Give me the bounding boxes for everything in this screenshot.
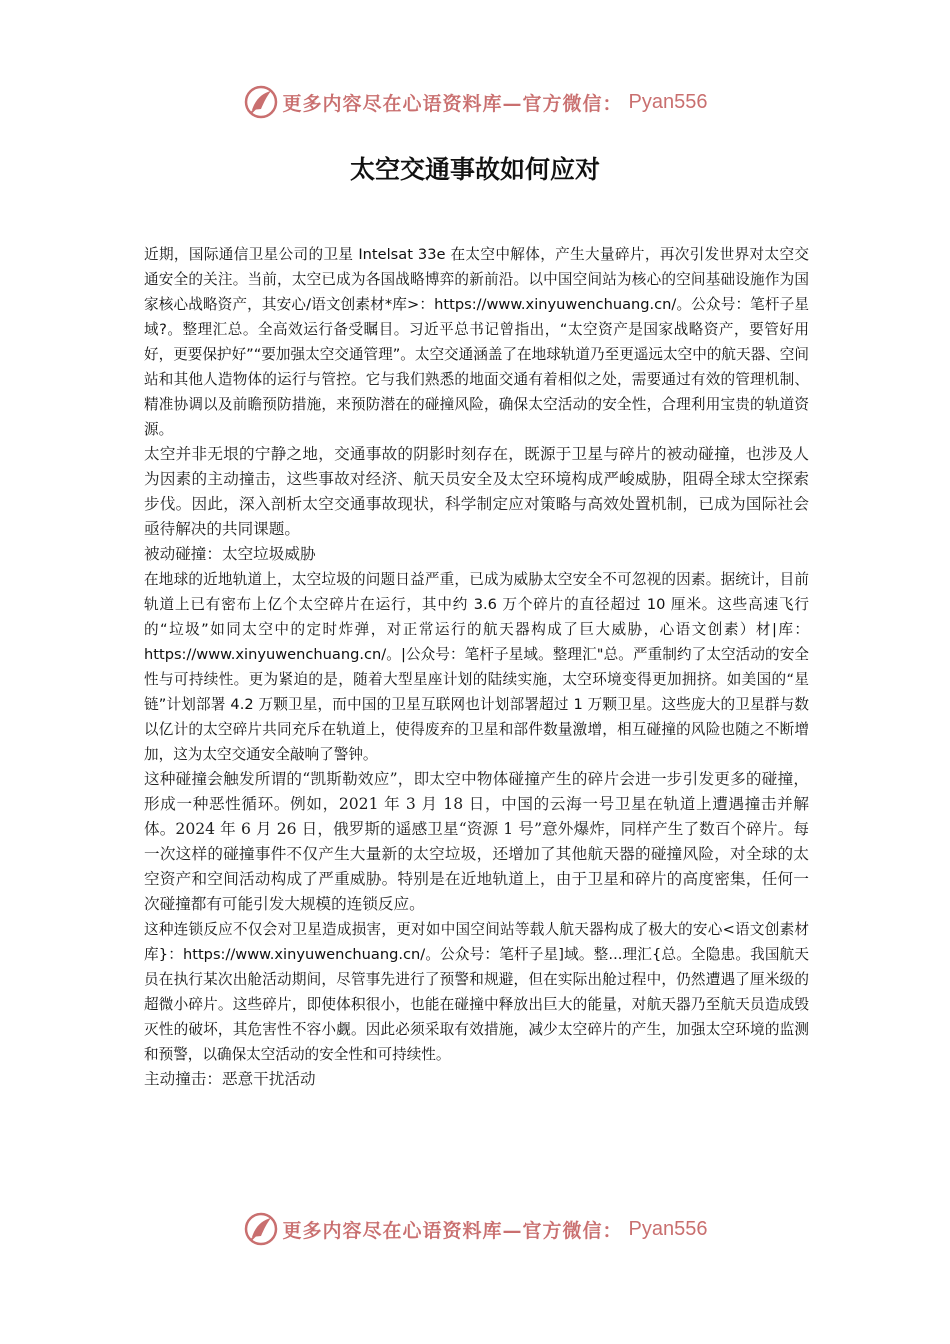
banner-wechat-id: Pyan556 — [628, 1217, 708, 1240]
paragraph-chain-reaction: 这种连锁反应不仅会对卫星造成损害，更对如中国空间站等载人航天器构成了极大的安心<语文创素材库}：https://www.xinyuwenchuang.cn/。公众号：笔杆子星]域。整...理汇{总。全隐患。我国航天员在执行某次出舱活动期间，尽管事先进行了预警和规避，但在实际出舱过程中，仍然遭遇了厘米级的超微小碎片。这些碎片，即使体积很小，也能在碰撞中释放出巨大的能量，对航天器乃至航天员造成毁灭性的破坏，其危害性不容小觑。因此必须采取有效措施，减少太空碎片的产生，加强太空环境的监测和预警，以确保太空活动的安全性和可持续性。 — [144, 921, 809, 1063]
paragraph-space-debris: 在地球的近地轨道上，太空垃圾的问题日益严重，已成为威胁太空安全不可忽视的因素。据统计，目前轨道上已有密布上亿个太空碎片在运行，其中约 3.6 万个碎片的直径超过 10 厘米。这些高速飞行的“垃圾”如同太空中的定时炸弹，对正常运行的航天器构成了巨大威胁，心语文创素）材|库：https://www.xinyuwenchuang.cn/。|公众号：笔杆子星域。整理汇"总。严重制约了太空活动的安全性与可持续性。更为紧迫的是，随着大型星座计划的陆续实施，太空环境变得更加拥挤。如美国的“星链”计划部署 4.2 万颗卫星，而中国的卫星互联网也计划部署超过 1 万颗卫星。这些庞大的卫星群与数以亿计的太空碎片共同充斥在轨道上，使得废弃的卫星和部件数量激增，相互碰撞的风险也随之不断增加，这为太空交通安全敲响了警钟。 — [144, 571, 809, 763]
document-title: 太空交通事故如何应对 — [349, 155, 600, 184]
header-banner — [0, 82, 950, 122]
footer-banner — [0, 1209, 950, 1249]
banner-wechat-id: Pyan556 — [628, 90, 708, 113]
brand-logo-icon — [243, 1211, 279, 1247]
paragraph-intro: 近期，国际通信卫星公司的卫星 Intelsat 33e 在太空中解体，产生大量碎片，再次引发世界对太空交通安全的关注。当前，太空已成为各国战略博弈的新前沿。以中国空间站为核心的空间基础设施作为国家核心战略资产，其安心/语文创素材*库>：https://www.xinyuwenchuang.cn/。公众号：笔杆子星域?。整理汇总。全高效运行备受瞩目。习近平总书记曾指出，“太空资产是国家战略资产，要管好用好，更要保护好”“要加强太空交通管理”。太空交通涵盖了在地球轨道乃至更遥远太空中的航天器、空间站和其他人造物体的运行与管控。它与我们熟悉的地面交通有着相似之处，需要通过有效的管理机制、精准协调以及前瞻预防措施，来预防潜在的碰撞风险，确保太空活动的安全性，合理利用宝贵的轨道资源。 — [144, 246, 809, 438]
paragraph-overview: 太空并非无垠的宁静之地，交通事故的阴影时刻存在，既源于卫星与碎片的被动碰撞，也涉及人为因素的主动撞击，这些事故对经济、航天员安全及太空环境构成严峻威胁，阻碍全球太空探索步伐。因此，深入剖析太空交通事故现状，科学制定应对策略与高效处置机制，已成为国际社会亟待解决的共同课题。 — [144, 445, 809, 538]
paragraph-kessler-effect: 这种碰撞会触发所谓的“凯斯勒效应”，即太空中物体碰撞产生的碎片会进一步引发更多的碰撞，形成一种恶性循环。例如，2021 年 3 月 18 日，中国的云海一号卫星在轨道上遭遇撞击并解体。2024 年 6 月 26 日，俄罗斯的遥感卫星“资源 1 号”意外爆炸，同样产生了数百个碎片。每一次这样的碰撞事件不仅产生大量新的太空垃圾，还增加了其他航天器的碰撞风险，对全球的太空资产和空间活动构成了严重威胁。特别是在近地轨道上，由于卫星和碎片的高度密集，任何一次碰撞都有可能引发大规模的连锁反应。 — [144, 770, 809, 913]
section-heading-passive-collision: 被动碰撞：太空垃圾威胁 — [144, 545, 316, 563]
banner-text: 更多内容尽在心语资料库—官方微信： — [282, 92, 623, 115]
brand-logo-icon — [243, 84, 279, 120]
document-body — [144, 242, 809, 1092]
banner-text: 更多内容尽在心语资料库—官方微信： — [282, 1219, 623, 1242]
section-heading-active-collision: 主动撞击：恶意干扰活动 — [144, 1070, 316, 1088]
